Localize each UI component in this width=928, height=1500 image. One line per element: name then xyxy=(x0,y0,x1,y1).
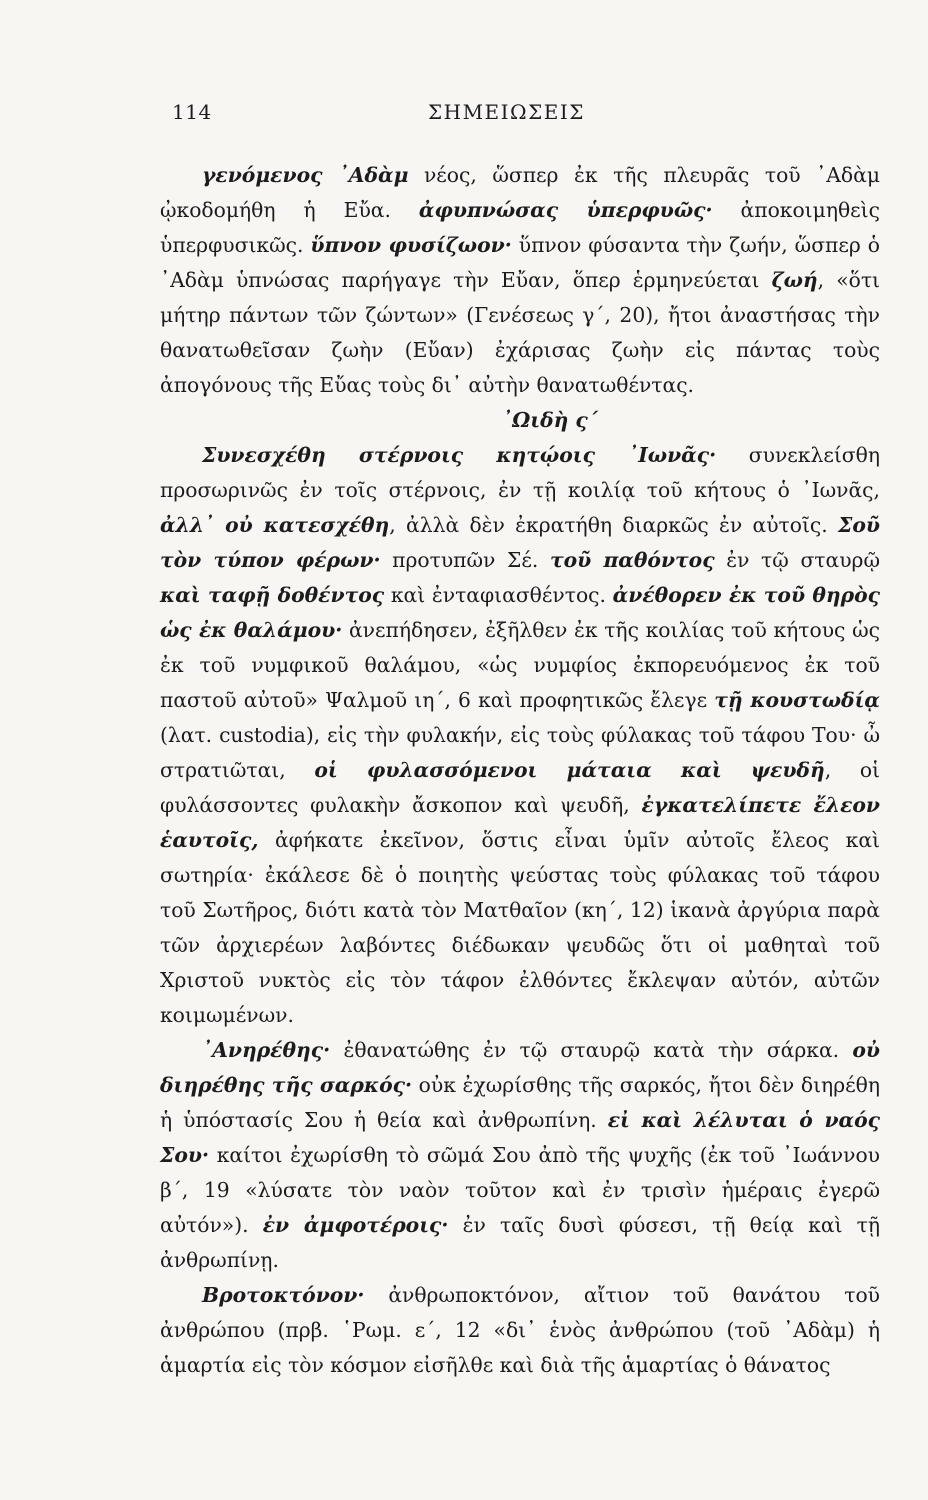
lemma-text: ὕπνον φυσίζωον· xyxy=(310,233,512,257)
lemma-text: Σοῦ τὸν τύπον φέρων· xyxy=(160,513,880,572)
page-header xyxy=(172,100,732,130)
paragraph-1 xyxy=(160,158,880,403)
lemma-text: Συνεσχέθη στέρνοις κητῴοις ᾿Ιωνᾶς· xyxy=(202,443,717,467)
lemma-text: ἀφυπνώσας ὑπερφυῶς· xyxy=(418,198,713,222)
lemma-text: οἱ φυλασσόμενοι μάταια καὶ ψευδῆ xyxy=(314,758,825,782)
page-body xyxy=(160,158,880,1383)
commentary-text: ἀνεπήδησεν, ἐξῆλθεν ἐκ τῆς κοιλίας τοῦ κήτους ὡς ἐκ τοῦ νυμφικοῦ θαλάμου, «ὡς νυμφίος ἐκπορευόμενος ἐκ τοῦ παστοῦ αὐτοῦ» Ψαλμοῦ ιη΄, 6 καὶ προφητικῶς ἔλεγε xyxy=(160,618,881,712)
ode-heading xyxy=(160,403,880,438)
paragraph-4 xyxy=(160,1278,880,1383)
lemma-text: τοῦ παθόντος xyxy=(549,548,715,572)
lemma-text: ἀλλ᾿ οὐ κατεσχέθη xyxy=(160,513,390,537)
commentary-text: , οἱ φυλάσσοντες φυλακὴν ἄσκοπον καὶ ψευδῆ, xyxy=(160,758,880,817)
page-number: 114 xyxy=(172,100,212,124)
running-title: ΣΗΜΕΙΩΣΕΙΣ xyxy=(428,100,585,124)
paragraph-3 xyxy=(160,1033,880,1278)
commentary-text: συνεκλείσθη προσωρινῶς ἐν τοῖς στέρνοις, ἐν τῇ κοιλίᾳ τοῦ κήτους ὁ ᾿Ιωνᾶς, xyxy=(160,443,880,502)
lemma-text: ζωή xyxy=(771,268,818,292)
lemma-text: οὐ διηρέθης τῆς σαρκός· xyxy=(160,1038,880,1097)
commentary-text: ἀνθρωποκτόνον, αἴτιον τοῦ θανάτου τοῦ ἀνθρώπου (πρβ. ῾Ρωμ. ε΄, 12 «δι᾿ ἑνὸς ἀνθρώπου (τοῦ ᾿Αδὰμ) ἡ ἁμαρτία εἰς τὸν κόσμον εἰσῆλθε καὶ διὰ τῆς ἁμαρτίας ὁ θάνατος xyxy=(160,1283,880,1377)
commentary-text: ὕπνον φύσαντα τὴν ζωήν, ὥσπερ ὁ ᾿Αδὰμ ὑπνώσας παρήγαγε τὴν Εὔαν, ὅπερ ἑρμηνεύεται xyxy=(160,233,880,292)
commentary-text: , «ὅτι μήτηρ πάντων τῶν ζώντων» (Γενέσεως γ΄, 20), ἤτοι ἀναστήσας τὴν θανατωθεῖσαν ζωὴν (Εὔαν) ἐχάρισας ζωὴν εἰς πάντας τοὺς ἀπογόνους τῆς Εὔας τοὺς δι᾿ αὐτὴν θανατωθέντας. xyxy=(160,268,880,397)
commentary-text: ἀποκοιμηθεὶς ὑπερφυσικῶς. xyxy=(160,198,880,257)
lemma-text: Βροτοκτόνον· xyxy=(202,1283,365,1307)
lemma-text: εἰ καὶ λέλυται ὁ ναός Σου· xyxy=(160,1108,880,1167)
commentary-text: καὶ ἐνταφιασθέντος. xyxy=(384,583,613,607)
lemma-text: καὶ ταφῇ δοθέντος xyxy=(160,583,385,607)
commentary-text: ἀφήκατε ἐκεῖνον, ὅστις εἶναι ὑμῖν αὐτοῖς ἔλεος καὶ σωτηρία· ἐκάλεσε δὲ ὁ ποιητὴς ψεύστας τοὺς φύλακας τοῦ τάφου τοῦ Σωτῆρος, διότι κατὰ τὸν Ματθαῖον (κη΄, 12) ἱκανὰ ἀργύρια παρὰ τῶν ἀρχιερέων λαβόντες διέδωκαν ψευδῶς ὅτι οἱ μαθηταὶ τοῦ Χριστοῦ νυκτὸς εἰς τὸν τάφον ἐλθόντες ἔκλεψαν αὐτόν, αὐτῶν κοιμωμένων. xyxy=(160,828,880,1027)
lemma-text: ᾿Ωιδὴ ς΄ xyxy=(502,408,598,432)
lemma-text: ἐν ἀμφοτέροις· xyxy=(262,1213,449,1237)
commentary-text: ἐθανατώθης ἐν τῷ σταυρῷ κατὰ τὴν σάρκα. xyxy=(330,1038,853,1062)
commentary-text: καίτοι ἐχωρίσθη τὸ σῶμά Σου ἀπὸ τῆς ψυχῆς (ἐκ τοῦ ᾿Ιωάννου β΄, 19 «λύσατε τὸν ναὸν τοῦτον καὶ ἐν τρισὶν ἡμέραις ἐγερῶ αὐτόν»). xyxy=(160,1143,880,1237)
commentary-text: , ἀλλὰ δὲν ἐκρατήθη διαρκῶς ἐν αὐτοῖς. xyxy=(389,513,839,537)
lemma-text: ᾿Ανηρέθης· xyxy=(202,1038,331,1062)
lemma-text: ἀνέθορεν ἐκ τοῦ θηρὸς ὡς ἐκ θαλάμου· xyxy=(160,583,880,642)
commentary-text: ἐν ταῖς δυσὶ φύσεσι, τῇ θείᾳ καὶ τῇ ἀνθρωπίνῃ. xyxy=(160,1213,881,1272)
paragraph-2 xyxy=(160,438,880,1033)
commentary-text: οὐκ ἐχωρίσθης τῆς σαρκός, ἤτοι δὲν διηρέθη ἡ ὑπόστασίς Σου ἡ θεία καὶ ἀνθρωπίνη. xyxy=(160,1073,880,1132)
lemma-text: ἐγκατελίπετε ἔλεον ἑαυτοῖς, xyxy=(160,793,880,852)
lemma-text: τῇ κουστωδίᾳ xyxy=(714,688,880,712)
commentary-text: ἐν τῷ σταυρῷ xyxy=(714,548,880,572)
commentary-text: προτυπῶν Σέ. xyxy=(380,548,550,572)
lemma-text: γενόμενος ᾿Αδὰμ xyxy=(202,163,409,187)
commentary-text: (λατ. custodia), εἰς τὴν φυλακήν, εἰς τοὺς φύλακας τοῦ τάφου Του· ὦ στρατιῶται, xyxy=(160,723,880,782)
commentary-text: νέος, ὥσπερ ἐκ τῆς πλευρᾶς τοῦ ᾿Αδὰμ ᾠκοδομήθη ἡ Εὔα. xyxy=(160,163,880,222)
